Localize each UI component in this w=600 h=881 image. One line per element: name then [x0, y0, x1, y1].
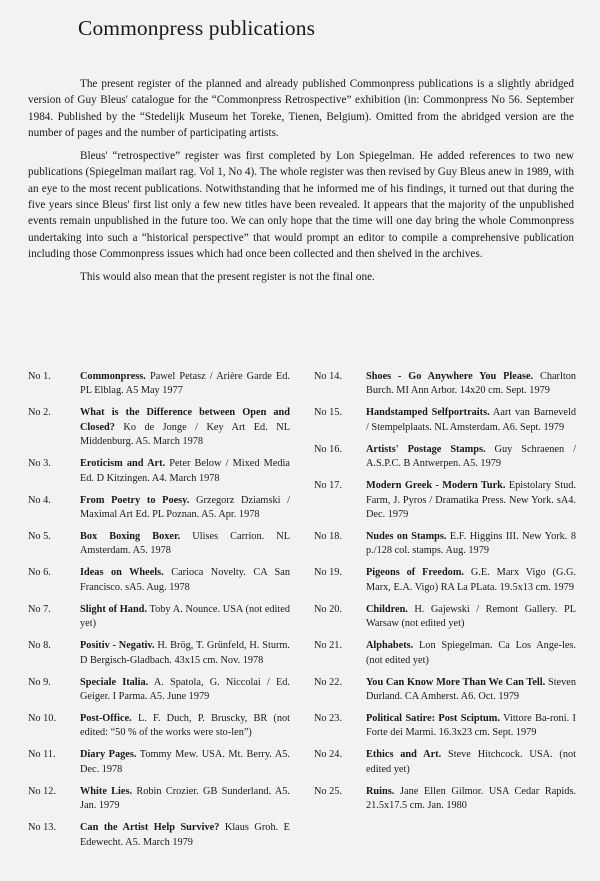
entry-body	[80, 603, 290, 632]
entry-details: G.E. Marx Vigo (G.G. Marx, E.A. Vigo) RA La PLata. 19.5x13 cm. 1979	[366, 567, 576, 593]
intro-paragraph: The present register of the planned and already published Commonpress publications is a slightly abridged version of Guy Bleus' catalogue for the “Commonpress Retrospective” exhibition (in: Commonpress No 56. September 1984. Published by the “Stedelijk Museum het Toreke, Tienen, Belgium). Omitted from the abridged version are the number of pages and the number of participating artists.	[28, 78, 574, 139]
entry-title: Can the Artist Help Survive?	[80, 822, 220, 834]
entry-number: No 6.	[28, 567, 51, 579]
entry-body	[80, 370, 290, 399]
entry-details: Lon Spiegelman. Ca Los Ange-les. (not edited yet)	[366, 640, 576, 666]
entry-number: No 21.	[314, 640, 343, 652]
register-entry	[314, 785, 576, 814]
entry-title: You Can Know More Than We Can Tell.	[366, 676, 546, 688]
entry-body	[80, 712, 290, 741]
entry-title: Speciale Italia.	[80, 676, 149, 688]
register-entry	[28, 603, 290, 632]
entry-title: Ruins.	[366, 785, 395, 797]
entry-title: Nudes on Stamps.	[366, 531, 447, 543]
entry-details: L. F. Duch, P. Bruscky, BR (not edited: “50 % of the works were sto-len”)	[80, 713, 290, 739]
entry-body	[366, 785, 576, 814]
register-entry	[28, 566, 290, 595]
entry-details: Aart van Barneveld / Stempelplaats. NL Amsterdam. A6. Sept. 1979	[366, 407, 576, 433]
entry-details: Carioca Novelty. CA San Francisco. sA5. Aug. 1978	[80, 567, 291, 593]
entry-body	[366, 712, 576, 741]
entry-number: No 23.	[314, 713, 343, 725]
entry-number: No 15.	[314, 407, 343, 419]
entry-body	[366, 603, 576, 632]
register-column-left	[28, 370, 290, 858]
entry-details: Ko de Jonge / Key Art Ed. NL Middenburg. A5. March 1978	[80, 421, 290, 448]
entry-body	[80, 457, 290, 486]
entry-body	[80, 748, 290, 777]
entry-number: No 13.	[28, 822, 57, 834]
register-entry	[28, 370, 290, 399]
entry-title: Ideas on Wheels.	[80, 567, 164, 579]
entry-details: Steven Durland. CA Amherst. A6. Oct. 1979	[366, 676, 576, 703]
entry-title: White Lies.	[80, 785, 133, 797]
register-entry	[314, 370, 576, 399]
register-entry	[314, 479, 576, 522]
entry-body	[366, 479, 576, 522]
entry-number: No 5.	[28, 531, 51, 543]
entry-title: Political Satire: Post Sciptum.	[366, 713, 500, 725]
entry-body	[366, 676, 576, 705]
entry-body	[366, 530, 576, 559]
entry-details: Guy Schraenen / A.S.P.C. B Antwerpen. A5. 1979	[366, 443, 576, 470]
register-entry	[28, 748, 290, 777]
entry-body	[366, 639, 576, 668]
entry-body	[366, 370, 576, 399]
entry-body	[80, 639, 290, 668]
entry-details: Toby A. Nounce. USA (not edited yet)	[80, 603, 290, 630]
entry-body	[80, 530, 290, 559]
entry-number: No 3.	[28, 458, 51, 470]
register-entry	[314, 712, 576, 741]
entry-details: Charlton Burch. MI Ann Arbor. 14x20 cm. Sept. 1979	[366, 371, 576, 397]
register-column-right	[314, 370, 576, 821]
entry-body	[366, 443, 576, 472]
entry-body	[366, 748, 576, 777]
entry-title: Modern Greek - Modern Turk.	[366, 480, 506, 492]
register-entry	[28, 530, 290, 559]
entry-number: No 16.	[314, 443, 343, 455]
entry-title: Handstamped Selfportraits.	[366, 407, 490, 419]
entry-title: What is the Difference between Open and Closed?	[80, 407, 290, 433]
entry-title: Ethics and Art.	[366, 749, 442, 761]
entry-body	[366, 566, 576, 595]
entry-details: Vittore Ba-roni. I Forte dei Marmi. 16.3x23 cm. Sept. 1979	[366, 713, 576, 739]
entry-number: No 20.	[314, 603, 343, 615]
entry-number: No 2.	[28, 407, 51, 419]
register-entry	[314, 406, 576, 435]
register-entry	[314, 566, 576, 595]
entry-number: No 24.	[314, 749, 343, 761]
entry-details: Epistolary Stud. Farm, J. Pyros / Dramatika Press. New York. sA4. Dec. 1979	[366, 480, 576, 521]
entry-number: No 12.	[28, 785, 57, 797]
entry-body	[80, 821, 290, 850]
entry-number: No 9.	[28, 676, 51, 688]
entry-title: Box Boxing Boxer.	[80, 531, 181, 543]
entry-details: Steve Hitchcock. USA. (not edited yet)	[366, 749, 577, 775]
entry-details: Robin Crozier. GB Sunderland. A5. Jan. 1979	[80, 785, 291, 812]
entry-title: Eroticism and Art.	[80, 458, 166, 470]
entry-number: No 17.	[314, 480, 343, 492]
entry-number: No 7.	[28, 603, 51, 615]
entry-number: No 18.	[314, 531, 343, 543]
entry-details: A. Spatola, G. Niccolai / Ed. Geiger. I Parma. A5. June 1979	[80, 676, 291, 703]
entry-number: No 19.	[314, 567, 343, 579]
entry-details: Klaus Groh. E Edewecht. A5. March 1979	[80, 822, 290, 848]
entry-title: Artists' Postage Stamps.	[366, 443, 486, 455]
register-entry	[314, 530, 576, 559]
entry-details: Pawel Petasz / Arière Garde Ed. PL Elblag. A5 May 1977	[80, 371, 290, 397]
entry-title: Slight of Hand.	[80, 603, 147, 615]
entry-number: No 14.	[314, 371, 343, 382]
entry-number: No 10.	[28, 713, 57, 725]
entry-title: Diary Pages.	[80, 749, 137, 761]
entry-number: No 8.	[28, 640, 51, 652]
register-entry	[28, 457, 290, 486]
entry-number: No 22.	[314, 676, 343, 688]
entry-details: Peter Below / Mixed Media Ed. D Kitzingen. A4. March 1978	[80, 458, 290, 484]
entry-body	[80, 676, 290, 705]
entry-details: Ulises Carrion. NL Amsterdam. A5. 1978	[80, 531, 290, 557]
page-title: Commonpress publications	[78, 16, 316, 40]
entry-title: Pigeons of Freedom.	[366, 567, 464, 579]
entry-body	[80, 566, 290, 595]
entry-title: Post-Office.	[80, 713, 132, 725]
entry-number: No 4.	[28, 494, 51, 506]
entry-title: From Poetry to Poesy.	[80, 494, 190, 506]
entry-title: Children.	[366, 603, 408, 615]
register-entry	[28, 785, 290, 814]
entry-details: Tommy Mew. USA. Mt. Berry. A5. Dec. 1978	[80, 749, 290, 775]
entry-title: Alphabets.	[366, 640, 414, 652]
entry-body	[80, 406, 290, 449]
register-entry	[28, 676, 290, 705]
entry-body	[80, 785, 290, 814]
entry-details: Jane Ellen Gilmor. USA Cedar Rapids. 21.5x17.5 cm. Jan. 1980	[366, 785, 576, 812]
entry-number: No 1.	[28, 371, 51, 382]
register-entry	[314, 748, 576, 777]
register-entry	[28, 712, 290, 741]
entry-title: Shoes - Go Anywhere You Please.	[366, 371, 534, 382]
register-entry	[314, 676, 576, 705]
register-entry	[314, 639, 576, 668]
entry-title: Commonpress.	[80, 371, 146, 382]
intro-paragraph: This would also mean that the present register is not the final one.	[80, 271, 375, 284]
entry-body	[366, 406, 576, 435]
entry-details: H. Brög, T. Grünfeld, H. Sturm. D Bergisch-Gladbach. 43x15 cm. Nov. 1978	[80, 640, 290, 666]
register-entry	[28, 639, 290, 668]
entry-number: No 11.	[28, 749, 56, 761]
register-entry	[28, 406, 290, 449]
entry-title: Positiv - Negativ.	[80, 640, 155, 652]
intro-text	[28, 76, 574, 293]
intro-paragraph: Bleus' “retrospective” register was first completed by Lon Spiegelman. He added references to two new publications (Spiegelman mailart rag. Vol 1, No 4). The whole register was then revised by Guy Bleus anew in 1989, with an eye to the most recent publications. Notwithstanding that he informed me of his findings, it turned out that during the five years since Bleus' first list only a few new titles have been revealed. It appears that the majority of the unpublished events remain unpublished in the future too. We can only hope that the time will one day bring the whole Commonpress undertaking into such a “historical perspective” that would prompt an editor to compile a comprehensive publication including those Commonpress issues which had once been collected and then shelved in the archives.	[28, 150, 574, 260]
entry-body	[80, 494, 290, 523]
register-entry	[28, 494, 290, 523]
entry-details: E.F. Higgins III. New York. 8 p./128 col. stamps. Aug. 1979	[366, 531, 576, 557]
entry-details: H. Gajewski / Remont Gallery. PL Warsaw (not edited yet)	[366, 603, 576, 630]
register-entry	[314, 443, 576, 472]
register-entry	[314, 603, 576, 632]
entry-details: Grzegorz Dziamski / Maximal Art Ed. PL Poznan. A5. Apr. 1978	[80, 494, 290, 521]
entry-number: No 25.	[314, 785, 343, 797]
register-entry	[28, 821, 290, 850]
